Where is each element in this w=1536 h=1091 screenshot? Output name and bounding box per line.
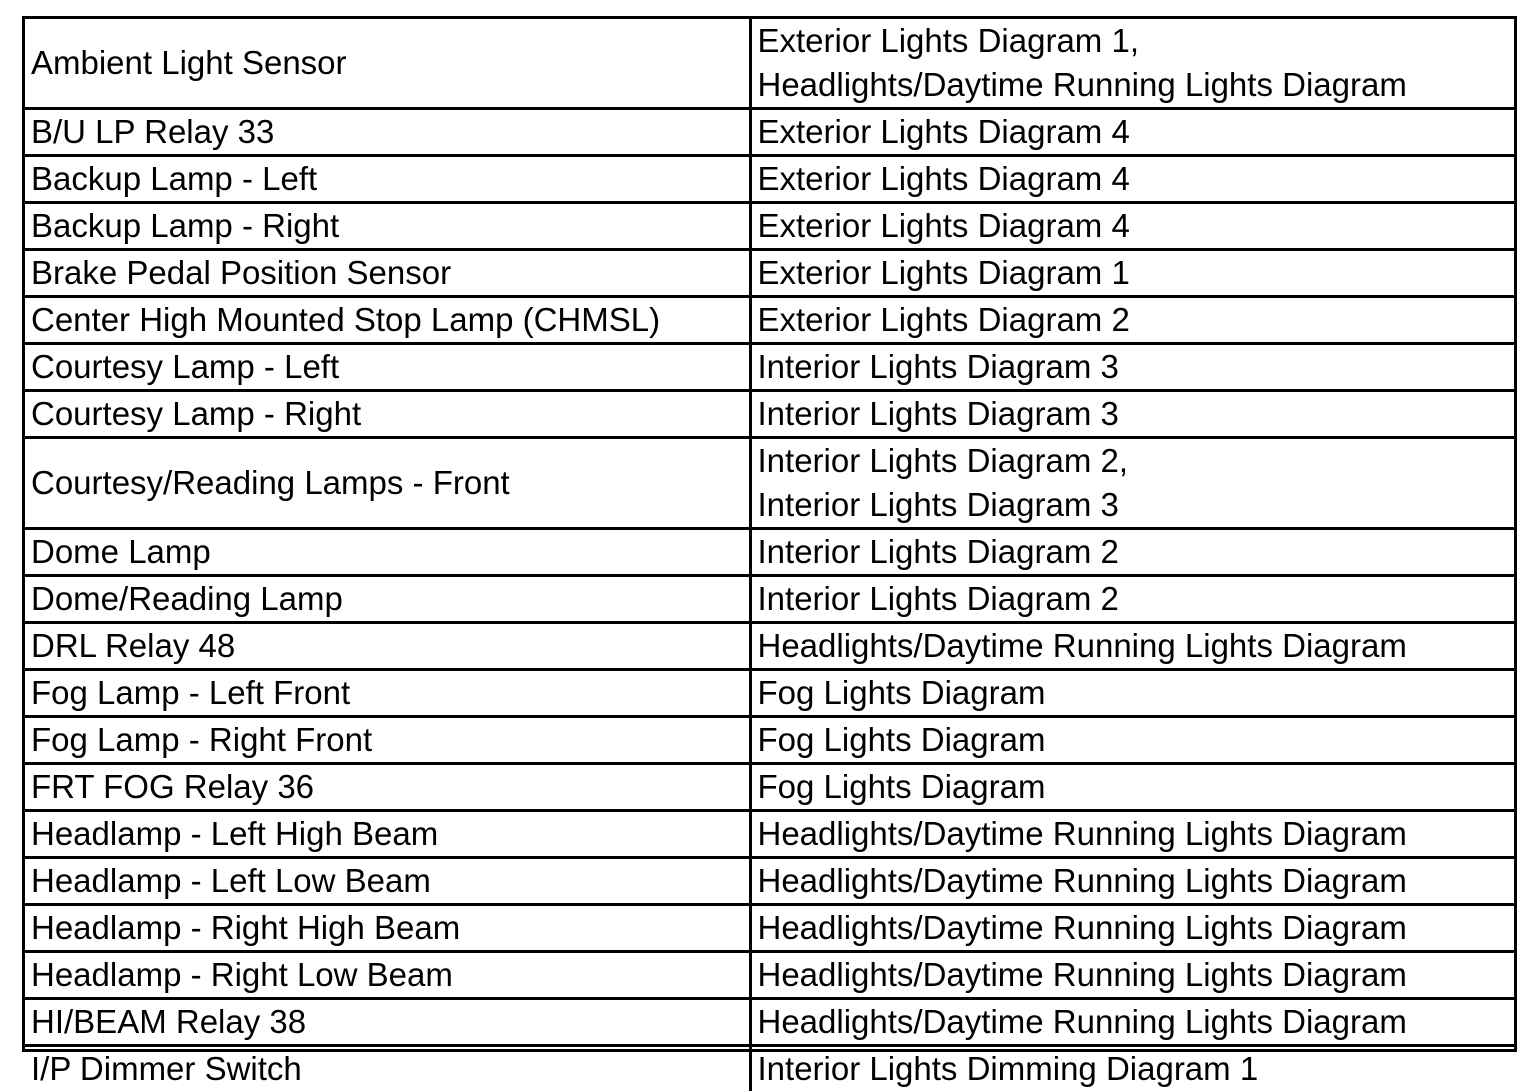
component-cell: DRL Relay 48 [25, 623, 750, 670]
component-cell: Fog Lamp - Right Front [25, 717, 750, 764]
diagram-location-line: Exterior Lights Diagram 4 [758, 110, 1515, 154]
diagram-location-line: Interior Lights Diagram 2 [758, 530, 1515, 574]
table-row [25, 811, 1514, 858]
diagram-location-cell [750, 109, 1514, 156]
table-row [25, 576, 1514, 623]
component-cell: Headlamp - Right Low Beam [25, 952, 750, 999]
table-row [25, 764, 1514, 811]
diagram-location-line: Interior Lights Diagram 3 [758, 392, 1515, 436]
component-cell: Ambient Light Sensor [25, 19, 750, 109]
diagram-location-line: Exterior Lights Diagram 4 [758, 204, 1515, 248]
diagram-location-line: Headlights/Daytime Running Lights Diagram [758, 812, 1515, 856]
diagram-location-line: Headlights/Daytime Running Lights Diagram [758, 624, 1515, 668]
diagram-location-line: Headlights/Daytime Running Lights Diagram [758, 953, 1515, 997]
diagram-location-line: Interior Lights Diagram 2, [758, 439, 1515, 483]
table-row [25, 156, 1514, 203]
component-cell: Courtesy Lamp - Left [25, 344, 750, 391]
diagram-location-line: Interior Lights Diagram 3 [758, 483, 1515, 527]
table-row [25, 344, 1514, 391]
table-row [25, 438, 1514, 529]
table-row [25, 999, 1514, 1046]
diagram-location-line: Fog Lights Diagram [758, 718, 1515, 762]
table-row [25, 905, 1514, 952]
diagram-location-cell [750, 905, 1514, 952]
diagram-location-cell [750, 344, 1514, 391]
diagram-location-line: Fog Lights Diagram [758, 671, 1515, 715]
component-cell: FRT FOG Relay 36 [25, 764, 750, 811]
component-cell: Backup Lamp - Left [25, 156, 750, 203]
diagram-location-cell [750, 156, 1514, 203]
component-cell: B/U LP Relay 33 [25, 109, 750, 156]
table-row [25, 1046, 1514, 1091]
table-row [25, 952, 1514, 999]
diagram-location-line: Headlights/Daytime Running Lights Diagram [758, 859, 1515, 903]
component-cell: Fog Lamp - Left Front [25, 670, 750, 717]
diagram-location-line: Fog Lights Diagram [758, 765, 1515, 809]
component-cell: Headlamp - Left High Beam [25, 811, 750, 858]
table-row [25, 529, 1514, 576]
diagram-location-cell [750, 297, 1514, 344]
component-cell: Brake Pedal Position Sensor [25, 250, 750, 297]
component-cell: Courtesy Lamp - Right [25, 391, 750, 438]
component-cell: Backup Lamp - Right [25, 203, 750, 250]
component-cell: Dome Lamp [25, 529, 750, 576]
diagram-location-line: Headlights/Daytime Running Lights Diagram [758, 906, 1515, 950]
table-body [25, 19, 1514, 1091]
diagram-location-cell [750, 19, 1514, 109]
diagram-location-line: Interior Lights Diagram 3 [758, 345, 1515, 389]
diagram-location-cell [750, 438, 1514, 529]
diagram-location-cell [750, 811, 1514, 858]
diagram-location-line: Exterior Lights Diagram 1, [758, 19, 1515, 63]
table-row [25, 858, 1514, 905]
table-row [25, 717, 1514, 764]
diagram-location-line: Exterior Lights Diagram 1 [758, 251, 1515, 295]
diagram-location-line: Interior Lights Dimming Diagram 1 [758, 1047, 1515, 1091]
diagram-location-cell [750, 529, 1514, 576]
component-cell: Dome/Reading Lamp [25, 576, 750, 623]
diagram-location-line: Headlights/Daytime Running Lights Diagram [758, 1000, 1515, 1044]
component-cell: I/P Dimmer Switch [25, 1046, 750, 1091]
diagram-location-cell [750, 576, 1514, 623]
diagram-location-cell [750, 203, 1514, 250]
component-cell: Headlamp - Right High Beam [25, 905, 750, 952]
table-row [25, 19, 1514, 109]
diagram-location-cell [750, 999, 1514, 1046]
table-row [25, 109, 1514, 156]
component-cell: Center High Mounted Stop Lamp (CHMSL) [25, 297, 750, 344]
component-cell: Headlamp - Left Low Beam [25, 858, 750, 905]
component-location-table [25, 19, 1514, 1091]
diagram-location-line: Exterior Lights Diagram 2 [758, 298, 1515, 342]
diagram-location-cell [750, 1046, 1514, 1091]
diagram-location-cell [750, 670, 1514, 717]
component-cell: HI/BEAM Relay 38 [25, 999, 750, 1046]
table-row [25, 670, 1514, 717]
component-cell: Courtesy/Reading Lamps - Front [25, 438, 750, 529]
table-row [25, 297, 1514, 344]
diagram-location-cell [750, 623, 1514, 670]
diagram-location-line: Interior Lights Diagram 2 [758, 577, 1515, 621]
diagram-location-cell [750, 391, 1514, 438]
diagram-location-cell [750, 250, 1514, 297]
diagram-location-line: Exterior Lights Diagram 4 [758, 157, 1515, 201]
table-row [25, 623, 1514, 670]
table-row [25, 203, 1514, 250]
diagram-location-cell [750, 717, 1514, 764]
component-location-table-frame [22, 16, 1517, 1052]
diagram-location-cell [750, 764, 1514, 811]
table-row [25, 391, 1514, 438]
diagram-location-cell [750, 858, 1514, 905]
diagram-location-line: Headlights/Daytime Running Lights Diagram [758, 63, 1515, 107]
diagram-location-cell [750, 952, 1514, 999]
table-row [25, 250, 1514, 297]
